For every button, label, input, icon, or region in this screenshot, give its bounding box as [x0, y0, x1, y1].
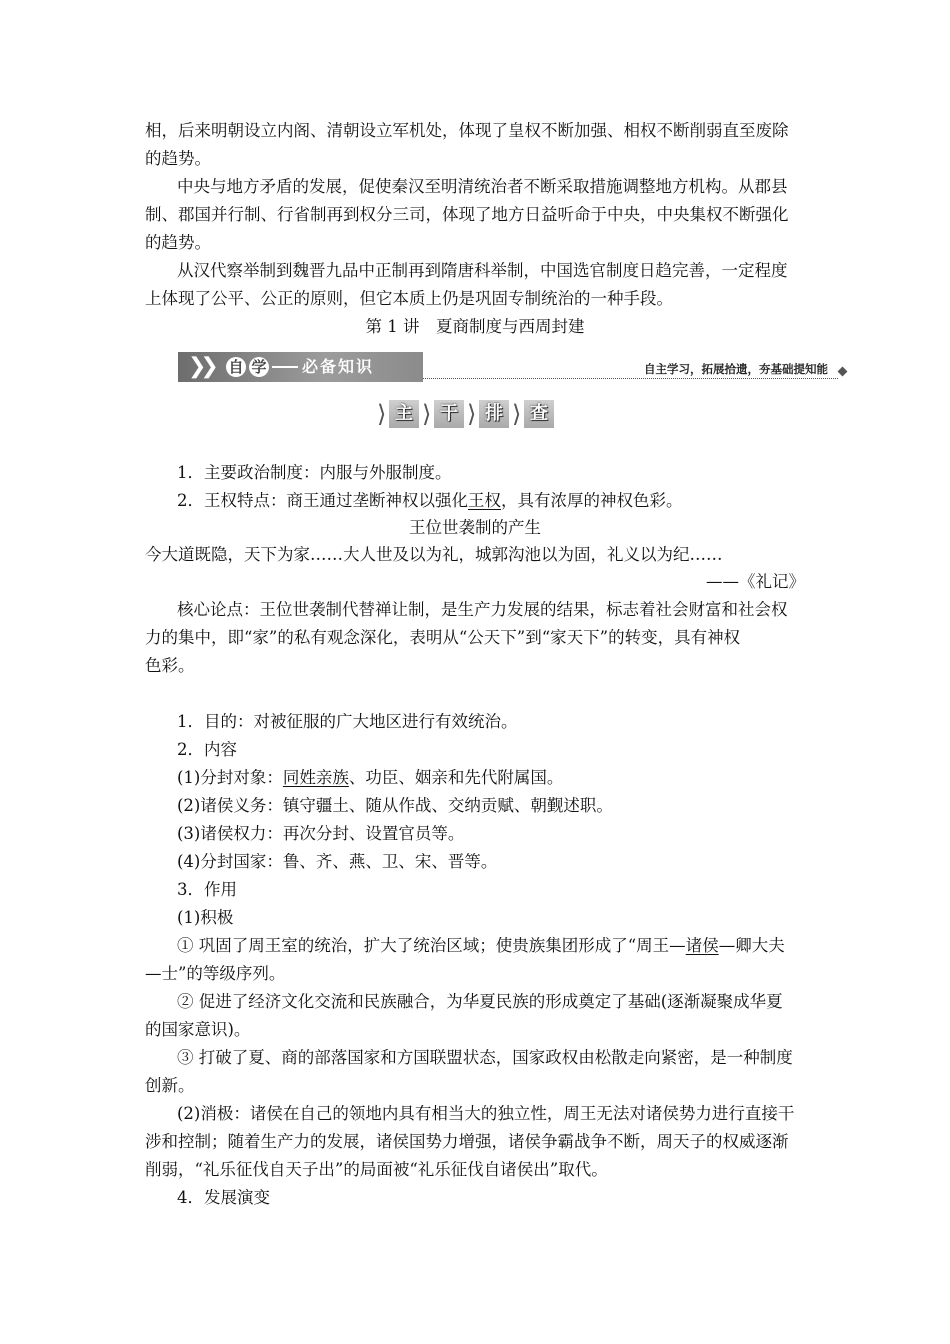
list-item: (2)消极：诸侯在自己的领地内具有相当大的独立性，周王无法对诸侯势力进行直接干 — [177, 1104, 795, 1123]
list-item-continuation: 创新。 — [145, 1076, 195, 1095]
list-item-continuation: 的国家意识)。 — [145, 1020, 251, 1039]
text-span: (1)分封对象： — [177, 768, 283, 787]
quote-title: 王位世袭制的产生 — [409, 518, 541, 537]
intro-paragraph-line: 相，后来明朝设立内阁、清朝设立军机处，体现了皇权不断加强、相权不断削弱直至废除 — [145, 121, 789, 140]
chevron-right-icon: ⟩ — [512, 400, 522, 428]
text-span: 、功臣、姻亲和先代附属国。 — [348, 768, 564, 787]
section-heading-char: 排 — [479, 400, 509, 428]
list-item: 3．作用 — [177, 880, 237, 899]
list-item — [177, 936, 785, 956]
intro-paragraph-line: 上体现了公平、公正的原则，但它本质上仍是巩固专制统治的一种手段。 — [145, 289, 673, 308]
underlined-keyword: 诸侯 — [685, 936, 719, 955]
list-item: 2．内容 — [177, 740, 237, 759]
text-span: —卿大夫 — [718, 936, 785, 955]
banner-dotted-rule — [423, 378, 838, 379]
text-span: 2．王权特点：商王通过垄断神权以强化 — [177, 491, 468, 510]
text-span: ，具有浓厚的神权色彩。 — [501, 491, 683, 510]
quote-text: 今大道既隐，天下为家……大人世及以为礼，城郭沟池以为固，礼义以为纪…… — [145, 545, 723, 564]
core-argument-line: 色彩。 — [145, 656, 195, 675]
list-item: ③ 打破了夏、商的部落国家和方国联盟状态，国家政权由松散走向紧密，是一种制度 — [177, 1048, 793, 1067]
list-item-continuation: 涉和控制；随着生产力的发展，诸侯国势力增强，诸侯争霸战争不断，周天子的权威逐渐 — [145, 1132, 789, 1151]
intro-paragraph-line: 中央与地方矛盾的发展，促使秦汉至明清统治者不断采取措施调整地方机构。从郡县 — [177, 177, 788, 196]
section-heading-char: 查 — [524, 400, 554, 428]
intro-paragraph-line: 的趋势。 — [145, 149, 211, 168]
list-item: 1．目的：对被征服的广大地区进行有效统治。 — [177, 712, 518, 731]
list-item-continuation: —士”的等级序列。 — [145, 964, 286, 983]
chevron-right-icon: ⟩ — [422, 400, 432, 428]
list-item: (1)积极 — [177, 908, 234, 927]
intro-paragraph-line: 的趋势。 — [145, 233, 211, 252]
quote-source: ——《礼记》 — [706, 572, 805, 591]
intro-paragraph-line: 制、郡国并行制、行省制再到权分三司，体现了地方日益听命于中央，中央集权不断强化 — [145, 205, 789, 224]
banner-dash — [272, 366, 298, 368]
underlined-keyword: 王权 — [468, 491, 501, 510]
lesson-title: 第 1 讲 夏商制度与西周封建 — [365, 317, 585, 336]
chevron-right-icon: ⟩ — [467, 400, 477, 428]
list-item: 1．主要政治制度：内服与外服制度。 — [177, 463, 452, 482]
banner-char-circle: 学 — [249, 357, 269, 377]
text-span: ① 巩固了周王室的统治，扩大了统治区域；使贵族集团形成了“周王— — [177, 936, 686, 955]
core-argument-line: 核心论点：王位世袭制代替禅让制，是生产力发展的结果，标志着社会财富和社会权 — [177, 600, 788, 619]
list-item: (2)诸侯义务：镇守疆土、随从作战、交纳贡赋、朝觐述职。 — [177, 796, 613, 815]
chevron-right-icon: ⟩ — [377, 400, 387, 428]
underlined-keyword: 同姓亲族 — [282, 768, 349, 787]
banner-subtitle: 自主学习，拓展拾遗，夯基础提知能 — [644, 362, 828, 376]
banner-title: 必备知识 — [302, 357, 375, 376]
section-heading-char: 主 — [389, 400, 419, 428]
intro-paragraph-line: 从汉代察举制到魏晋九品中正制再到隋唐科举制，中国选官制度日趋完善，一定程度 — [177, 261, 788, 280]
diamond-icon — [838, 367, 848, 377]
section-heading — [375, 398, 575, 430]
list-item — [177, 768, 563, 788]
list-item-continuation: 削弱，“礼乐征伐自天子出”的局面被“礼乐征伐自诸侯出”取代。 — [145, 1160, 608, 1179]
self-study-banner — [178, 352, 848, 384]
list-item: ② 促进了经济文化交流和民族融合，为华夏民族的形成奠定了基础(逐渐凝聚成华夏 — [177, 992, 783, 1011]
list-item: (3)诸侯权力：再次分封、设置官员等。 — [177, 824, 465, 843]
list-item: 4．发展演变 — [177, 1188, 270, 1207]
list-item: (4)分封国家：鲁、齐、燕、卫、宋、晋等。 — [177, 852, 498, 871]
double-chevron-icon: ❯❯ — [188, 354, 213, 379]
banner-char-circle: 自 — [226, 357, 246, 377]
section-heading-char: 干 — [434, 400, 464, 428]
list-item — [177, 491, 683, 511]
core-argument-line: 力的集中，即“家”的私有观念深化，表明从“公天下”到“家天下”的转变，具有神权 — [145, 628, 741, 647]
banner-background — [178, 352, 423, 382]
